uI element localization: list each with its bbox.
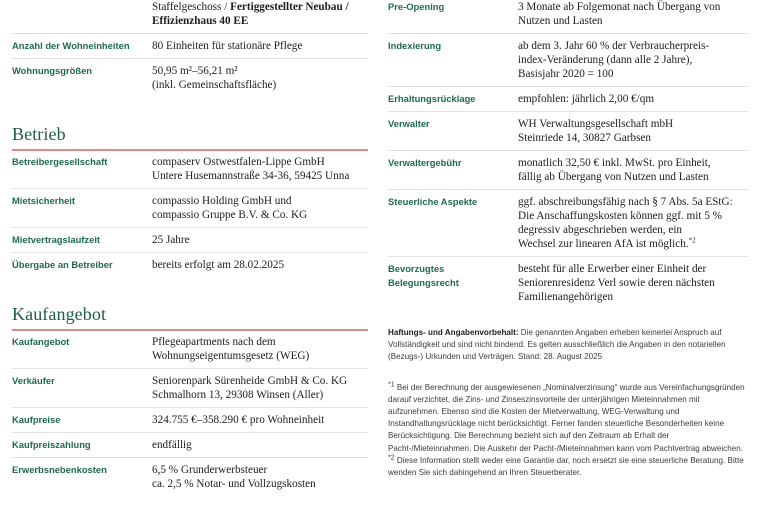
- table-row: [388, 257, 748, 309]
- row-value-line: Wohnungseigentumsgesetz (WEG): [152, 350, 310, 362]
- row-value-line: 324.755 €–358.290 € pro Wohneinheit: [152, 414, 325, 426]
- row-label: Wohnungsgrößen: [12, 65, 93, 76]
- table-row: [12, 433, 368, 458]
- row-value-line: Seniorenpark Sürenheide GmbH & Co. KG: [152, 375, 348, 387]
- row-value-line: compassio Holding GmbH und: [152, 195, 292, 207]
- row-value-line: fällig ab Übergang von Nutzen und Lasten: [518, 171, 709, 183]
- row-value-line: empfohlen: jährlich 2,00 €/qm: [518, 93, 655, 105]
- row-label: Verwalter: [388, 118, 430, 129]
- row-value-line: besteht für alle Erwerber einer Einheit der: [518, 263, 707, 275]
- row-value-line: degressiv abgeschrieben werden, ein: [518, 224, 683, 236]
- row-value-line: bereits erfolgt am 28.02.2025: [152, 259, 285, 271]
- table-row: [388, 34, 748, 87]
- row-value: [518, 0, 748, 28]
- row-label: [388, 262, 518, 289]
- row-value: [152, 194, 368, 222]
- row-value-line: 6,5 % Grunderwerbsteuer: [152, 464, 268, 476]
- row-label: Anzahl der Wohneinheiten: [12, 40, 130, 51]
- value-plain-text: Staffelgeschoss /: [152, 1, 231, 13]
- kaufangebot-rows: [12, 331, 368, 496]
- row-value-line: Pflegeapartments nach dem: [152, 336, 276, 348]
- row-value-line: Seniorenresidenz Verl sowie deren nächsten: [518, 277, 715, 289]
- table-row: [12, 228, 368, 253]
- table-row: [388, 0, 748, 34]
- row-value-line: ab dem 3. Jahr 60 % der Verbraucherpreis-: [518, 40, 710, 52]
- row-value: [152, 413, 368, 427]
- row-value: [152, 0, 368, 28]
- row-label: Kaufpreiszahlung: [12, 439, 91, 450]
- row-label: Verwaltergebühr: [388, 157, 462, 168]
- row-value: [518, 156, 748, 184]
- table-row: [12, 34, 368, 59]
- table-row: [12, 59, 368, 97]
- table-row: [12, 0, 368, 34]
- row-value: [152, 438, 368, 452]
- table-row: [388, 190, 748, 257]
- row-value: [152, 39, 368, 53]
- row-label: Betreibergesellschaft: [12, 156, 108, 167]
- disclaimer-body: Die genannten Angaben erheben keinerlei Anspruch auf Vollständigkeit und sind nicht bindend. Es gelten ausschließlich die Angaben in den notariellen (Bezugs-) Urkunden und Verträgen. Stand: 28. August 2025: [388, 328, 726, 362]
- row-value: [152, 155, 368, 183]
- row-value-line: Die Anschaffungskosten können ggf. mit 5 %: [518, 210, 722, 222]
- row-label-line: Bevorzugtes: [388, 263, 445, 274]
- row-value: [152, 64, 368, 92]
- right-column: [380, 0, 760, 523]
- row-value-line: [518, 237, 748, 251]
- disclaimer-heading: Haftungs- und Angabenvorbehalt:: [388, 328, 519, 337]
- row-value: [518, 195, 748, 251]
- table-row: [12, 408, 368, 433]
- footnote-marker-1: *1: [388, 380, 395, 388]
- row-value: [518, 262, 748, 304]
- row-value-line: monatlich 32,50 € inkl. MwSt. pro Einheit,: [518, 157, 711, 169]
- row-value-line: Steinriede 14, 30827 Garbsen: [518, 132, 651, 144]
- betrieb-rows: [12, 151, 368, 277]
- footnote-2: [388, 455, 748, 479]
- row-value-line: compaserv Ostwestfalen-Lippe GmbH: [152, 156, 325, 168]
- row-label: Erwerbsnebenkosten: [12, 464, 107, 475]
- liability-disclaimer: [388, 327, 748, 364]
- value-bold-text-2: Effizienzhaus 40 EE: [152, 15, 249, 27]
- right-rows: [388, 0, 748, 309]
- table-row: [388, 87, 748, 112]
- footnote-marker-2: *2: [388, 454, 395, 462]
- row-label: Pre-Opening: [388, 1, 445, 12]
- row-label: Übergabe an Betreiber: [12, 259, 113, 270]
- row-label: Mietsicherheit: [12, 195, 76, 206]
- row-value: [152, 374, 368, 402]
- footnote-text-2: Diese Information stellt weder eine Garantie dar, noch ersetzt sie eine steuerliche Beratung. Bitte wenden Sie sich dahingehend an Ihren Steuerberater.: [388, 455, 744, 478]
- top-rows: [12, 34, 368, 97]
- row-label: Erhaltungsrücklage: [388, 93, 476, 104]
- left-column: [0, 0, 380, 523]
- row-value: [152, 258, 368, 272]
- row-value-line: WH Verwaltungsgesellschaft mbH: [518, 118, 674, 130]
- footnote-ref-2: *2: [688, 236, 696, 245]
- table-row: [388, 151, 748, 190]
- row-label: Mietvertragslaufzeit: [12, 234, 101, 245]
- spacer: [12, 97, 368, 123]
- row-value-line: compassio Gruppe B.V. & Co. KG: [152, 209, 308, 221]
- table-row: [12, 253, 368, 277]
- value-bold-text: Fertiggestellter Neubau /: [230, 1, 349, 13]
- section-title-betrieb: Betrieb: [12, 124, 66, 144]
- row-value-line: (inkl. Gemeinschaftsfläche): [152, 79, 277, 91]
- row-value: [518, 92, 748, 106]
- row-label: Steuerliche Aspekte: [388, 196, 478, 207]
- row-value-line: endfällig: [152, 439, 192, 451]
- row-value: [518, 39, 748, 81]
- row-value-line: 50,95 m²–56,21 m²: [152, 65, 238, 77]
- table-row: [388, 112, 748, 151]
- row-value-text: Wechsel zur linearen AfA ist möglich.: [518, 238, 689, 250]
- row-value-line: Untere Husemannstraße 34-36, 59425 Unna: [152, 170, 350, 182]
- table-row: [12, 151, 368, 189]
- row-value: [152, 463, 368, 491]
- section-title-kaufangebot: Kaufangebot: [12, 304, 107, 324]
- row-value-line: 3 Monate ab Folgemonat nach Übergang von: [518, 1, 721, 13]
- table-row: [12, 458, 368, 496]
- table-row: [12, 331, 368, 369]
- spacer: [12, 277, 368, 303]
- footnote-1: [388, 382, 748, 455]
- row-value-line: Familienangehörigen: [518, 291, 614, 303]
- row-value-line: Schmalhorn 13, 29308 Winsen (Aller): [152, 389, 324, 401]
- row-value: [518, 117, 748, 145]
- table-row: [12, 189, 368, 228]
- row-value-line: index-Veränderung (dann alle 2 Jahre),: [518, 54, 693, 66]
- row-label-line: Belegungsrecht: [388, 276, 459, 288]
- row-value-line: Nutzen und Lasten: [518, 15, 603, 27]
- footnotes: [388, 382, 748, 480]
- row-value-line: [152, 14, 368, 28]
- row-label: Verkäufer: [12, 375, 55, 386]
- row-value-line: 80 Einheiten für stationäre Pflege: [152, 40, 303, 52]
- row-value-line: 25 Jahre: [152, 234, 190, 246]
- row-label: Indexierung: [388, 40, 442, 51]
- row-value-line: ca. 2,5 % Notar- und Vollzugskosten: [152, 478, 316, 490]
- row-value: [152, 233, 368, 247]
- row-label: Kaufangebot: [12, 336, 70, 347]
- row-label: Kaufpreise: [12, 414, 61, 425]
- table-row: [12, 369, 368, 408]
- row-value-line: ggf. abschreibungsfähig nach § 7 Abs. 5a EStG:: [518, 196, 733, 208]
- row-value: [152, 335, 368, 363]
- footnote-text-1: Bei der Berechnung der ausgewiesenen „Nominalverzinsung“ wurde aus Vereinfachungsgründen darauf verzichtet, die Zins- und Zinseszinsvorteile der unterjährigen Mieteinnahmen mit aufzunehmen. Ebenso sind die Kosten der Mietverwaltung, WEG-Verwaltung und Instandhaltungsrücklage nicht berücksichtigt. Ferner fanden steuerliche Besonderheiten keine Berücksichtigung. Die Berechnung bezieht sich auf den Zeitraum ab Erhalt der Pacht-/Mieteinnahmen. Die Auskehr der Pacht-/Mieteinnahmen kann vom Pachtvertrag abweichen.: [388, 382, 745, 453]
- row-value-line: Basisjahr 2020 = 100: [518, 68, 614, 80]
- row-value-line: [152, 0, 368, 14]
